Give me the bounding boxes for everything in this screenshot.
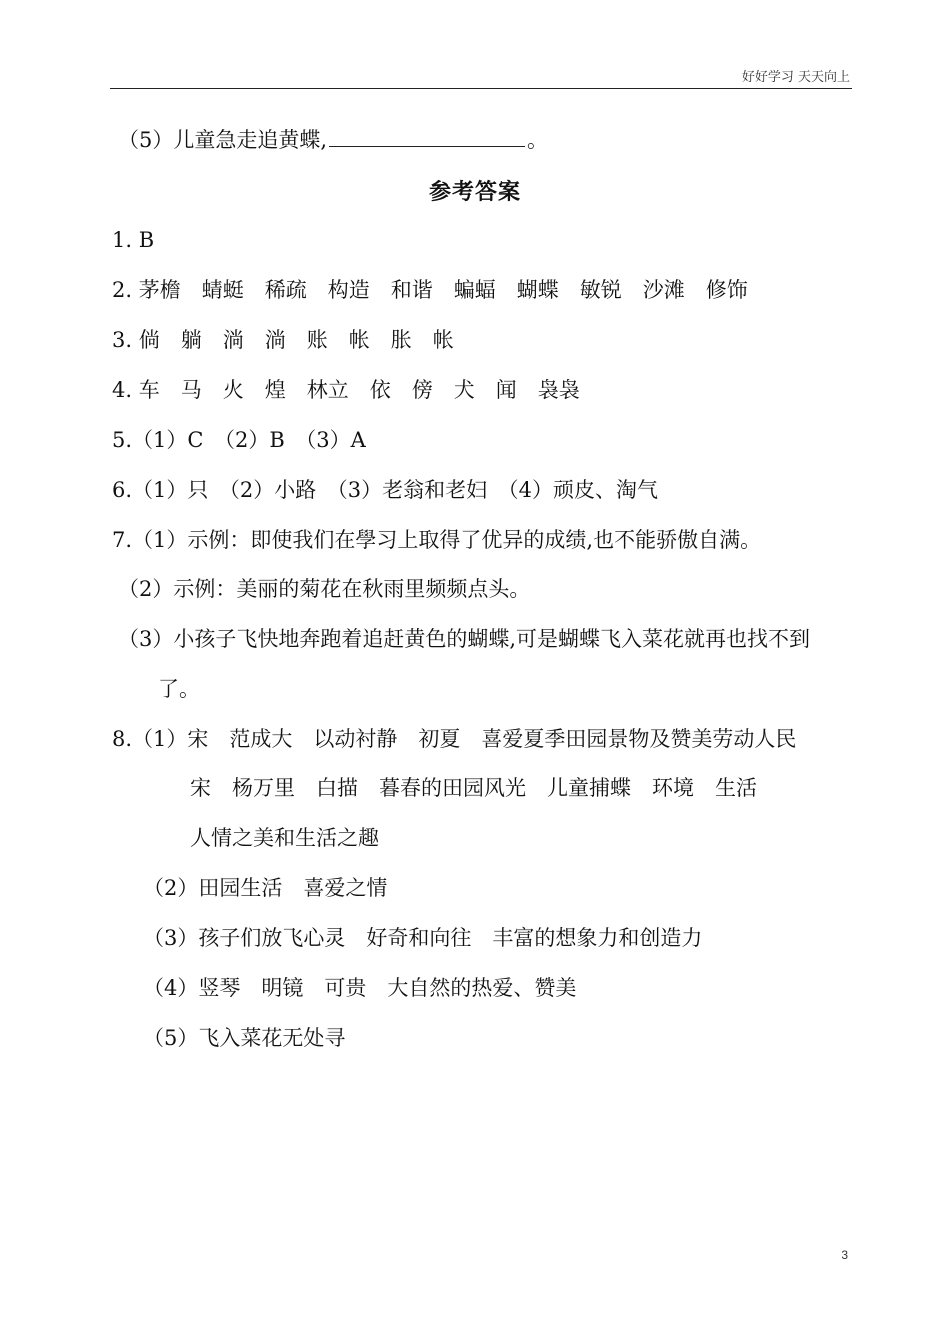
question-5-suffix: 。 bbox=[527, 128, 549, 152]
question-5-prefix: （5）儿童急走追黄蝶, bbox=[118, 128, 328, 152]
answer-8-1b: 宋 杨万里 白描 暮春的田园风光 儿童捕蝶 环境 生活 bbox=[190, 776, 757, 800]
answer-4: 4. 车 马 火 煌 林立 依 傍 犬 闻 袅袅 bbox=[112, 378, 580, 402]
answer-1: 1. B bbox=[112, 228, 155, 252]
answer-7-3a: （3）小孩子飞快地奔跑着追赶黄色的蝴蝶,可是蝴蝶飞入菜花就再也找不到 bbox=[118, 627, 811, 651]
answer-7-2: （2）示例：美丽的菊花在秋雨里频频点头。 bbox=[118, 577, 531, 601]
answer-8-3: （3）孩子们放飞心灵 好奇和向往 丰富的想象力和创造力 bbox=[143, 926, 703, 950]
answer-8-1c: 人情之美和生活之趣 bbox=[190, 826, 379, 850]
answer-6: 6.（1）只 （2）小路 （3）老翁和老妇 （4）顽皮、淘气 bbox=[112, 478, 658, 502]
header-divider bbox=[110, 88, 852, 89]
answer-3: 3. 倘 躺 淌 淌 账 帐 胀 帐 bbox=[112, 328, 454, 352]
answer-8-4: （4）竖琴 明镜 可贵 大自然的热爱、赞美 bbox=[143, 976, 577, 1000]
page-number: 3 bbox=[841, 1248, 848, 1262]
answer-8-1a: 8.（1）宋 范成大 以动衬静 初夏 喜爱夏季田园景物及赞美劳动人民 bbox=[112, 727, 797, 751]
page-header-text: 好好学习 天天向上 bbox=[741, 70, 850, 85]
answer-8-5: （5）飞入菜花无处寻 bbox=[143, 1026, 346, 1050]
answer-5: 5.（1）C （2）B （3）A bbox=[112, 428, 366, 452]
question-5-line bbox=[118, 126, 548, 154]
answer-7-3b: 了。 bbox=[158, 677, 200, 701]
answer-8-2: （2）田园生活 喜爱之情 bbox=[143, 876, 388, 900]
answers-title: 参考答案 bbox=[428, 179, 521, 205]
answer-2: 2. 茅檐 蜻蜓 稀疏 构造 和谐 蝙蝠 蝴蝶 敏锐 沙滩 修饰 bbox=[112, 278, 748, 302]
answer-7-1: 7.（1）示例：即使我们在學习上取得了优异的成绩,也不能骄傲自满。 bbox=[112, 528, 762, 552]
answer-blank bbox=[329, 126, 525, 147]
